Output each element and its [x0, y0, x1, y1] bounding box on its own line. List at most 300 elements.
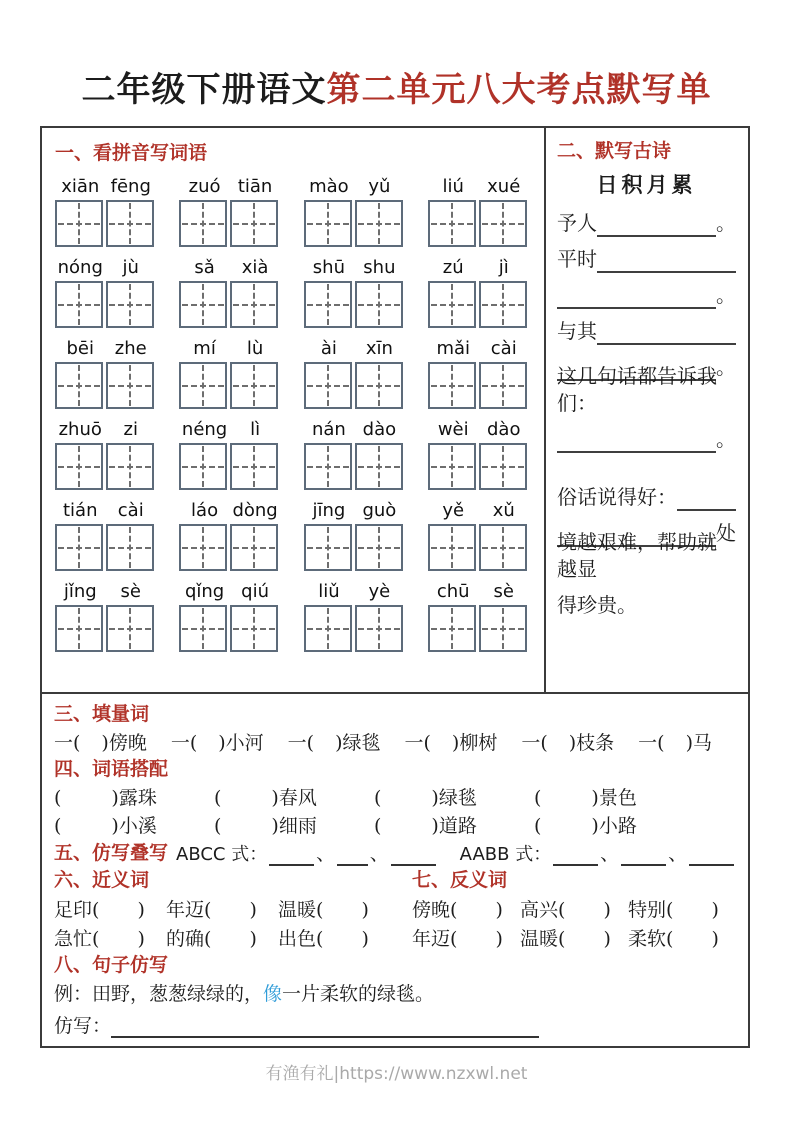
write-boxes	[428, 362, 529, 409]
pinyin-syllable: bēi	[66, 338, 94, 359]
pinyin-group	[304, 418, 405, 490]
pinyin-labels	[179, 337, 280, 361]
collocation-word: 道路	[438, 815, 477, 837]
character-write-box[interactable]	[479, 443, 527, 490]
pinyin-group	[428, 256, 529, 328]
poem-line-text: 平时	[557, 247, 597, 271]
close-paren: )	[249, 899, 257, 921]
open-paren: (	[214, 815, 222, 837]
pinyin-group	[179, 580, 280, 652]
synonym-item	[166, 895, 278, 922]
close-paren: )	[568, 732, 577, 754]
pinyin-group	[304, 580, 405, 652]
title-black: 二年级下册语文	[81, 70, 327, 110]
collocation-word: 春风	[278, 787, 317, 809]
character-write-box[interactable]	[230, 200, 278, 247]
imitate-label: 仿写：	[54, 1015, 112, 1037]
pinyin-syllable: dào	[487, 419, 521, 440]
character-write-box[interactable]	[179, 281, 227, 328]
pinyin-row	[55, 337, 529, 409]
quantifier-item	[288, 728, 381, 755]
pinyin-syllable: tiān	[237, 176, 273, 197]
poem-line-punct: 。	[716, 427, 736, 451]
antonym-row	[412, 893, 736, 922]
poem-line-punct: 。	[716, 355, 736, 379]
poem-line	[557, 583, 736, 619]
character-write-box[interactable]	[55, 281, 103, 328]
write-boxes	[55, 281, 156, 328]
write-boxes	[179, 605, 280, 652]
collocation-item	[374, 811, 534, 838]
poem-line	[557, 237, 736, 273]
pinyin-syllable: guò	[362, 500, 397, 521]
pinyin-syllable: jì	[498, 257, 509, 278]
character-write-box[interactable]	[479, 524, 527, 571]
collocation-word: 细雨	[278, 815, 317, 837]
synonym-word: 足印	[54, 899, 93, 921]
character-write-box[interactable]	[355, 524, 403, 571]
item-prefix: 一(	[404, 732, 431, 754]
pinyin-syllable: shū	[312, 257, 345, 278]
collocation-word: 小溪	[118, 815, 157, 837]
collocation-item	[214, 811, 374, 838]
item-prefix: 一(	[170, 732, 198, 754]
close-paren: )	[218, 732, 226, 754]
example-sentence	[54, 978, 736, 1006]
character-write-box[interactable]	[179, 605, 227, 652]
synonym-item	[278, 924, 390, 951]
pinyin-syllable: dòng	[232, 500, 278, 521]
poem-line	[557, 201, 736, 237]
pinyin-labels	[304, 256, 405, 280]
pinyin-syllable: mǎi	[436, 338, 471, 359]
write-boxes	[304, 443, 405, 490]
quantifier-items	[54, 727, 736, 755]
open-paren: (	[54, 787, 62, 809]
character-write-box[interactable]	[428, 281, 476, 328]
collocation-item	[534, 783, 694, 810]
antonym-word: 柔软	[628, 928, 667, 950]
pinyin-group	[55, 499, 156, 571]
pinyin-row	[55, 499, 529, 571]
answer-blank[interactable]	[391, 849, 436, 866]
character-write-box[interactable]	[55, 605, 103, 652]
open-paren: (	[666, 928, 674, 950]
separator: 、	[668, 843, 688, 865]
close-paren: )	[431, 787, 439, 809]
section-poem	[546, 128, 748, 692]
quantifier-word: 绿毯	[342, 732, 381, 754]
pinyin-row	[55, 256, 529, 328]
pinyin-syllable: zi	[123, 419, 138, 440]
open-paren: (	[558, 899, 566, 921]
write-boxes	[428, 281, 529, 328]
synonym-item	[54, 924, 166, 951]
section-reduplication-header: 五、仿写叠写	[54, 842, 169, 864]
poem-line-text: 这几句话都告诉我们：	[557, 364, 717, 415]
character-write-box[interactable]	[55, 524, 103, 571]
pinyin-group	[179, 175, 280, 247]
open-paren: (	[54, 815, 62, 837]
write-boxes	[55, 605, 156, 652]
answer-blank[interactable]	[677, 484, 736, 511]
open-paren: (	[558, 928, 566, 950]
character-write-box[interactable]	[355, 200, 403, 247]
answer-blank[interactable]	[597, 246, 736, 273]
character-write-box[interactable]	[355, 605, 403, 652]
pinyin-labels	[55, 256, 156, 280]
character-write-box[interactable]	[179, 200, 227, 247]
pinyin-labels	[304, 175, 405, 199]
pinyin-syllable: liǔ	[318, 581, 340, 602]
pinyin-labels	[428, 256, 529, 280]
pinyin-syllable: xīn	[365, 338, 393, 359]
pinyin-syllable: zhe	[114, 338, 147, 359]
pinyin-syllable: sè	[120, 581, 141, 602]
answer-blank[interactable]	[337, 849, 368, 866]
open-paren: (	[450, 899, 458, 921]
pinyin-group	[304, 337, 405, 409]
pinyin-labels	[428, 337, 529, 361]
separator: 、	[369, 843, 389, 865]
pinyin-row	[55, 580, 529, 652]
character-write-box[interactable]	[355, 443, 403, 490]
pinyin-labels	[304, 580, 405, 604]
antonym-row	[412, 922, 736, 951]
pinyin-syllable: yě	[442, 500, 465, 521]
pinyin-syllable: fēng	[110, 176, 151, 197]
close-paren: )	[137, 899, 145, 921]
pinyin-syllable: sǎ	[194, 257, 215, 278]
character-write-box[interactable]	[355, 281, 403, 328]
pinyin-group	[428, 499, 529, 571]
pinyin-syllable: mào	[309, 176, 349, 197]
open-paren: (	[316, 928, 324, 950]
close-paren: )	[603, 928, 611, 950]
answer-blank[interactable]	[597, 210, 716, 237]
worksheet-box	[40, 126, 750, 1048]
page-title	[0, 62, 793, 111]
write-boxes	[55, 443, 156, 490]
pinyin-syllable: néng	[181, 419, 228, 440]
item-prefix: 一(	[287, 732, 315, 754]
antonym-item	[520, 924, 628, 951]
pinyin-syllable: nán	[311, 419, 346, 440]
write-boxes	[428, 200, 529, 247]
pinyin-labels	[428, 499, 529, 523]
answer-blank[interactable]	[111, 1019, 539, 1038]
section-poem-header: 二、默写古诗	[557, 140, 672, 162]
character-write-box[interactable]	[230, 281, 278, 328]
answer-blank[interactable]	[269, 849, 314, 866]
character-write-box[interactable]	[355, 362, 403, 409]
example-suffix: 一片柔软的绿毯。	[282, 983, 435, 1005]
pinyin-labels	[179, 580, 280, 604]
pinyin-labels	[304, 337, 405, 361]
pinyin-group	[55, 337, 156, 409]
character-write-box[interactable]	[179, 524, 227, 571]
open-paren: (	[374, 815, 382, 837]
write-boxes	[179, 281, 280, 328]
open-paren: (	[204, 928, 212, 950]
pinyin-labels	[55, 499, 156, 523]
character-write-box[interactable]	[230, 605, 278, 652]
character-write-box[interactable]	[230, 443, 278, 490]
pinyin-group	[55, 175, 156, 247]
poem-lines	[557, 201, 736, 619]
poem-line-text: 俗话说得好：	[557, 485, 677, 509]
poem-line	[557, 530, 736, 583]
pinyin-labels	[304, 418, 405, 442]
pinyin-syllable: zú	[442, 257, 464, 278]
pinyin-syllable: mí	[193, 338, 216, 359]
pinyin-labels	[428, 175, 529, 199]
write-boxes	[304, 200, 405, 247]
answer-blank[interactable]	[557, 282, 716, 309]
pinyin-group	[55, 580, 156, 652]
poem-line-punct: 。	[716, 283, 736, 307]
character-write-box[interactable]	[106, 281, 154, 328]
answer-blank[interactable]	[621, 849, 666, 866]
pinyin-syllable: jīng	[312, 500, 346, 521]
pinyin-syllable: zuó	[188, 176, 221, 197]
pinyin-group	[428, 337, 529, 409]
synonym-word: 温暖	[278, 899, 317, 921]
section-reduplication	[54, 838, 736, 866]
pinyin-syllable: cài	[490, 338, 517, 359]
synonym-row	[54, 922, 412, 951]
synonym-item	[166, 924, 278, 951]
pinyin-syllable: xué	[487, 176, 521, 197]
section-pinyin-header: 一、看拼音写词语	[55, 142, 208, 164]
pinyin-labels	[428, 418, 529, 442]
close-paren: )	[137, 928, 145, 950]
write-boxes	[179, 200, 280, 247]
synonym-item	[278, 895, 390, 922]
pinyin-labels	[304, 499, 405, 523]
antonym-word: 温暖	[520, 928, 559, 950]
close-paren: )	[495, 899, 503, 921]
pinyin-group	[55, 418, 156, 490]
pinyin-group	[179, 256, 280, 328]
character-write-box[interactable]	[304, 605, 352, 652]
pinyin-labels	[179, 499, 280, 523]
character-write-box[interactable]	[304, 362, 352, 409]
abcc-label: ABCC 式：	[176, 844, 268, 865]
pinyin-syllable: yè	[368, 581, 391, 602]
pinyin-labels	[55, 580, 156, 604]
quantifier-item	[521, 728, 614, 755]
collocation-row	[54, 810, 736, 838]
pinyin-group	[179, 499, 280, 571]
write-boxes	[179, 524, 280, 571]
open-paren: (	[534, 787, 542, 809]
close-paren: )	[711, 928, 719, 950]
section-synonym	[54, 866, 412, 951]
title-red: 第二单元八大考点默写单	[326, 70, 712, 110]
close-paren: )	[335, 732, 343, 754]
poem-line	[557, 417, 736, 453]
separator: 、	[316, 843, 336, 865]
poem-line-punct: 。	[716, 211, 736, 235]
antonym-word: 傍晚	[412, 899, 451, 921]
collocation-item	[214, 783, 374, 810]
character-write-box[interactable]	[479, 281, 527, 328]
pinyin-labels	[55, 418, 156, 442]
open-paren: (	[374, 787, 382, 809]
antonym-item	[412, 924, 520, 951]
pinyin-syllable: tián	[63, 500, 98, 521]
item-prefix: 一(	[54, 732, 81, 754]
character-write-box[interactable]	[179, 443, 227, 490]
antonym-rows	[412, 893, 736, 951]
write-boxes	[55, 524, 156, 571]
synonym-item	[54, 895, 166, 922]
open-paren: (	[92, 899, 100, 921]
pinyin-group	[428, 418, 529, 490]
poem-line-punct: 处	[716, 521, 736, 545]
character-write-box[interactable]	[428, 605, 476, 652]
quantifier-item	[54, 728, 147, 755]
character-write-box[interactable]	[106, 605, 154, 652]
pinyin-syllable: jù	[122, 257, 139, 278]
section-collocation-header: 四、词语搭配	[54, 758, 169, 780]
pinyin-syllable: qiú	[241, 581, 269, 602]
quantifier-item	[638, 728, 712, 755]
answer-blank[interactable]	[597, 318, 736, 345]
close-paren: )	[685, 732, 693, 754]
pinyin-syllable: ài	[320, 338, 337, 359]
character-write-box[interactable]	[55, 362, 103, 409]
open-paren: (	[666, 899, 674, 921]
character-write-box[interactable]	[304, 524, 352, 571]
pinyin-labels	[179, 256, 280, 280]
item-prefix: 一(	[638, 732, 665, 754]
quantifier-word: 傍晚	[108, 732, 147, 754]
pinyin-group	[179, 418, 280, 490]
answer-blank[interactable]	[689, 849, 734, 866]
write-boxes	[179, 362, 280, 409]
open-paren: (	[534, 815, 542, 837]
collocation-item	[534, 811, 694, 838]
pinyin-group	[304, 175, 405, 247]
poem-line-text: 与其	[557, 319, 597, 343]
write-boxes	[304, 281, 405, 328]
close-paren: )	[271, 787, 279, 809]
open-paren: (	[92, 928, 100, 950]
pinyin-syllable: zhuō	[58, 419, 102, 440]
write-boxes	[304, 605, 405, 652]
character-write-box[interactable]	[230, 362, 278, 409]
character-write-box[interactable]	[106, 362, 154, 409]
poem-line-text: 得珍贵。	[557, 593, 637, 617]
pinyin-syllable: nóng	[57, 257, 103, 278]
character-write-box[interactable]	[106, 524, 154, 571]
character-write-box[interactable]	[179, 362, 227, 409]
poem-line	[557, 309, 736, 345]
character-write-box[interactable]	[106, 443, 154, 490]
collocation-item	[374, 783, 534, 810]
pinyin-syllable: dào	[362, 419, 397, 440]
poem-line	[557, 364, 736, 417]
close-paren: )	[111, 787, 119, 809]
character-write-box[interactable]	[428, 362, 476, 409]
example-prefix: 例：田野，葱葱绿绿的，	[54, 983, 264, 1005]
write-boxes	[55, 362, 156, 409]
close-paren: )	[249, 928, 257, 950]
character-write-box[interactable]	[479, 200, 527, 247]
close-paren: )	[451, 732, 460, 754]
synonym-word: 急忙	[54, 928, 93, 950]
pinyin-syllable: yǔ	[368, 176, 391, 197]
pinyin-grid	[55, 175, 529, 652]
quantifier-word: 小河	[225, 732, 264, 754]
character-write-box[interactable]	[230, 524, 278, 571]
pinyin-labels	[55, 175, 156, 199]
character-write-box[interactable]	[428, 524, 476, 571]
close-paren: )	[495, 928, 503, 950]
bottom-area	[42, 694, 748, 1046]
imitate-line	[54, 1006, 736, 1038]
pinyin-group	[179, 337, 280, 409]
pinyin-syllable: lì	[250, 419, 261, 440]
section-synonym-header: 六、近义词	[54, 869, 150, 891]
pinyin-syllable: shu	[363, 257, 396, 278]
open-paren: (	[450, 928, 458, 950]
quantifier-word: 马	[692, 732, 712, 754]
example-highlight: 像	[263, 983, 283, 1005]
character-write-box[interactable]	[106, 200, 154, 247]
character-write-box[interactable]	[428, 200, 476, 247]
synonym-word: 的确	[166, 928, 205, 950]
top-area	[42, 128, 748, 694]
collocation-word: 绿毯	[438, 787, 477, 809]
write-boxes	[428, 524, 529, 571]
synonym-row	[54, 893, 412, 922]
antonym-item	[628, 924, 736, 951]
pinyin-syllable: lù	[246, 338, 264, 359]
character-write-box[interactable]	[304, 200, 352, 247]
antonym-item	[520, 895, 628, 922]
character-write-box[interactable]	[428, 443, 476, 490]
write-boxes	[428, 443, 529, 490]
collocation-rows	[54, 782, 736, 838]
character-write-box[interactable]	[304, 281, 352, 328]
close-paren: )	[361, 928, 369, 950]
character-write-box[interactable]	[55, 443, 103, 490]
character-write-box[interactable]	[479, 362, 527, 409]
answer-blank[interactable]	[553, 849, 598, 866]
antonym-item	[628, 895, 736, 922]
item-prefix: 一(	[521, 732, 548, 754]
pinyin-syllable: jǐng	[63, 581, 97, 602]
pinyin-labels	[179, 175, 280, 199]
antonym-word: 高兴	[520, 899, 559, 921]
close-paren: )	[101, 732, 109, 754]
character-write-box[interactable]	[479, 605, 527, 652]
synonym-word: 年迈	[166, 899, 205, 921]
close-paren: )	[591, 787, 599, 809]
open-paren: (	[316, 899, 324, 921]
write-boxes	[428, 605, 529, 652]
write-boxes	[304, 524, 405, 571]
answer-blank[interactable]	[557, 426, 716, 453]
character-write-box[interactable]	[304, 443, 352, 490]
character-write-box[interactable]	[55, 200, 103, 247]
poem-subtitle: 日积月累	[596, 172, 697, 197]
quantifier-word: 柳树	[459, 732, 498, 754]
section-antonym-header: 七、反义词	[412, 869, 508, 891]
